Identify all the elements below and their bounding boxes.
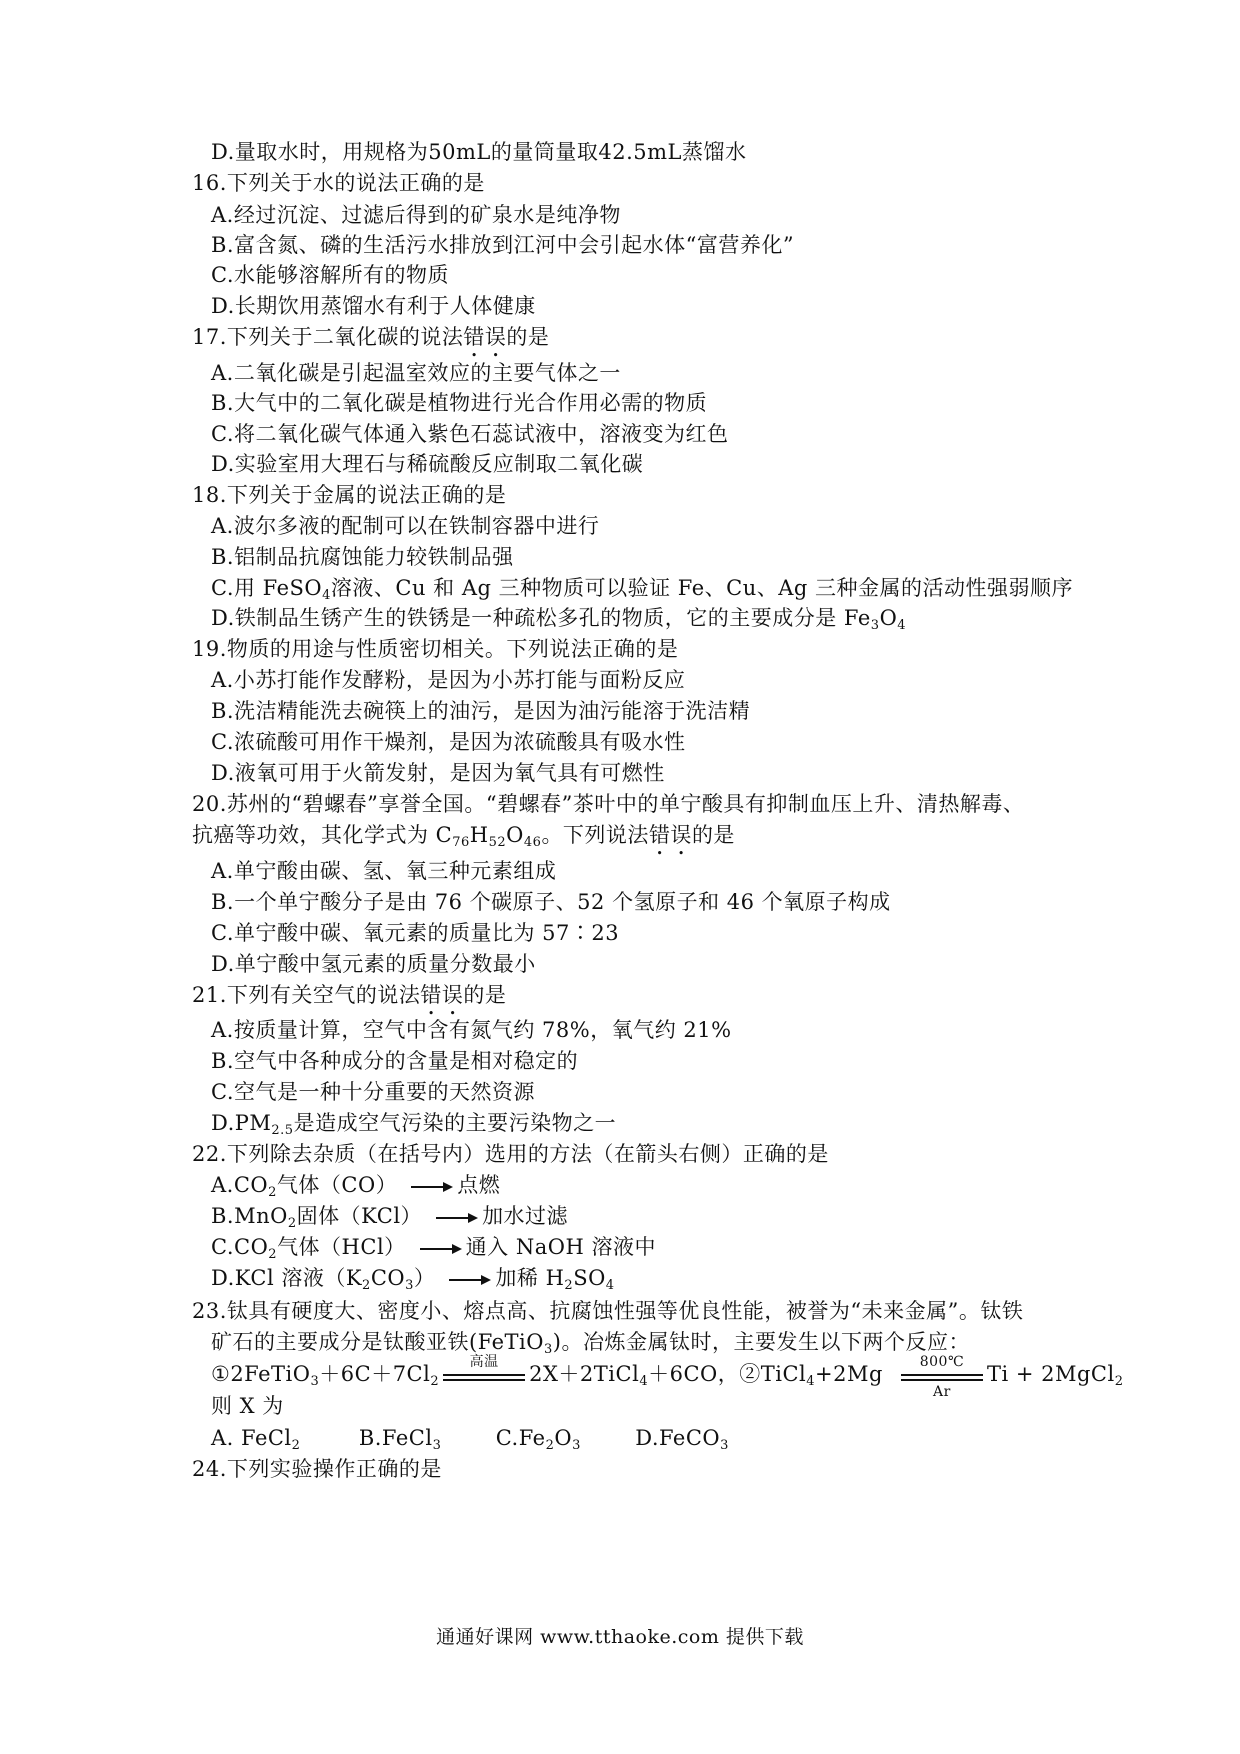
option-21b: B.空气中各种成分的含量是相对稳定的 — [211, 1049, 579, 1073]
option-16a: A.经过沉淀、过滤后得到的矿泉水是纯净物 — [211, 203, 621, 227]
question-24: 24.下列实验操作正确的是 — [192, 1457, 442, 1481]
question-19: 19.物质的用途与性质密切相关。下列说法正确的是 — [192, 637, 679, 661]
arrow-icon — [449, 1275, 491, 1285]
option-23a: A. FeCl$_2$ — [211, 1426, 301, 1453]
option-20b: B.一个单宁酸分子是由 76 个碳原子、52 个氢原子和 46 个氧原子构成 — [211, 890, 891, 914]
option-20c: C.单宁酸中碳、氧元素的质量比为 57∶23 — [211, 921, 620, 945]
option-21d: $D.PM_{2.5}$是造成空气污染的主要污染物之一 — [211, 1111, 617, 1138]
page-footer: 通通好课网 www.tthaoke.com 提供下载 — [436, 1626, 804, 1648]
question-23-cont: 矿石的主要成分是钛酸亚铁(FeTiO$_3$)。冶炼金属钛时，主要发生以下两个反应： — [211, 1330, 970, 1357]
option-19c: C.浓硫酸可用作干燥剂，是因为浓硫酸具有吸水性 — [211, 730, 686, 754]
emphasis-mark: 错误 — [648, 823, 692, 847]
reaction-condition-2: $\frac{800℃}{Ar}$ — [899, 1362, 985, 1390]
option-17c: C.将二氧化碳气体通入紫色石蕊试液中，溶液变为红色 — [211, 422, 729, 446]
option-17a: A.二氧化碳是引起温室效应的主要气体之一 — [211, 361, 621, 385]
arrow-icon — [436, 1213, 478, 1223]
option-18d: D.铁制品生锈产生的铁锈是一种疏松多孔的物质，它的主要成分是 $Fe_3O_4$ — [211, 606, 907, 633]
emphasis-mark: 错误 — [420, 983, 464, 1007]
option-16b: B.富含氮、磷的生活污水排放到江河中会引起水体“富营养化” — [211, 233, 795, 257]
option-21a: A.按质量计算，空气中含有氮气约 78%，氧气约 21% — [211, 1018, 732, 1042]
option-16d: D.长期饮用蒸馏水有利于人体健康 — [211, 294, 536, 318]
option-20a: A.单宁酸由碳、氢、氧三种元素组成 — [211, 859, 557, 883]
reaction-condition-1: 高温 — [441, 1362, 527, 1390]
emphasis-mark: 错误 — [463, 325, 507, 349]
option-17d: D.实验室用大理石与稀硫酸反应制取二氧化碳 — [211, 452, 644, 476]
question-20-cont: 抗癌等功效，其化学式为 $C_{76}H_{52}O_{46}$。下列说法错误的是 — [192, 823, 735, 850]
option-19a: A.小苏打能作发酵粉，是因为小苏打能与面粉反应 — [211, 668, 686, 692]
question-16: 16.下列关于水的说法正确的是 — [192, 171, 485, 195]
option-17b: B.大气中的二氧化碳是植物进行光合作用必需的物质 — [211, 391, 708, 415]
option-22d: D.KCl 溶液$(K_2CO_3)$ 加稀 $H_2SO_4$ — [211, 1266, 615, 1293]
question-22: 22.下列除去杂质（在括号内）选用的方法（在箭头右侧）正确的是 — [192, 1142, 829, 1166]
options-23 — [211, 1424, 729, 1452]
option-21c: C.空气是一种十分重要的天然资源 — [211, 1080, 535, 1104]
question-18: 18.下列关于金属的说法正确的是 — [192, 483, 507, 507]
question-23-prompt: 则 X 为 — [211, 1394, 284, 1418]
option-20d: D.单宁酸中氢元素的质量分数最小 — [211, 952, 536, 976]
option-22c: $C.CO_2$气体（HCl） 通入 NaOH 溶液中 — [211, 1235, 656, 1262]
question-20: 20.苏州的“碧螺春”享誉全国。“碧螺春”茶叶中的单宁酸具有抑制血压上升、清热解毒、 — [192, 792, 1025, 816]
option-19d: D.液氧可用于火箭发射，是因为氧气具有可燃性 — [211, 761, 665, 785]
question-23: 23.钛具有硬度大、密度小、熔点高、抗腐蚀性强等优良性能，被誉为“未来金属”。钛铁 — [192, 1299, 1024, 1323]
option-23b: B.FeCl$_3$ — [358, 1426, 442, 1453]
option-22a: $A.CO_2$气体（CO） 点燃 — [211, 1173, 501, 1200]
reaction-equations: $①2FeTiO_3+6C+7Cl_2$ 高温 2X＋2TiCl$_4$＋6CO，②TiCl$_4$+2Mg $\frac{800℃}{Ar}$ Ti + 2MgCl$_2$ — [211, 1353, 1124, 1400]
option-18b: B.铝制品抗腐蚀能力较铁制品强 — [211, 545, 514, 569]
option-18c: C.用 FeSO$_4$溶液、Cu 和 Ag 三种物质可以验证 Fe、Cu、Ag 三种金属的活动性强弱顺序 — [211, 576, 1074, 603]
option-15d: D.量取水时，用规格为50mL的量筒量取42.5mL蒸馏水 — [211, 140, 747, 164]
arrow-icon — [420, 1244, 462, 1254]
question-21: 21.下列有关空气的说法错误的是 — [192, 983, 507, 1007]
option-19b: B.洗洁精能洗去碗筷上的油污，是因为油污能溶于洗洁精 — [211, 699, 751, 723]
option-23d: D.FeCO$_3$ — [635, 1426, 729, 1453]
question-17: 17.下列关于二氧化碳的说法错误的是 — [192, 325, 550, 349]
option-23c: $C.Fe_2O_3$ — [495, 1426, 581, 1453]
arrow-icon — [411, 1182, 453, 1192]
option-22b: B.MnO$_2$固体（KCl） 加水过滤 — [211, 1204, 569, 1231]
option-18a: A.波尔多液的配制可以在铁制容器中进行 — [211, 514, 600, 538]
option-16c: C.水能够溶解所有的物质 — [211, 263, 449, 287]
